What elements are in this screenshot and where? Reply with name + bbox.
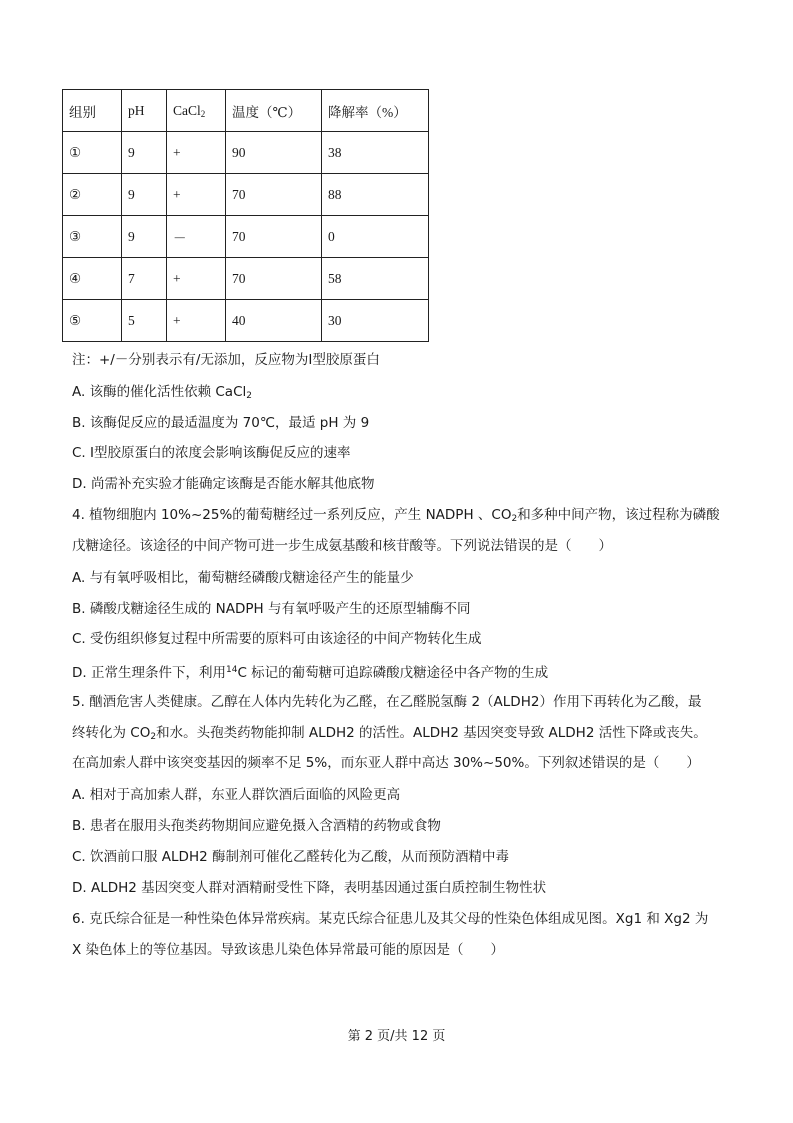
table-row	[63, 258, 429, 300]
cell-group: ③	[63, 216, 122, 258]
cell-degradation-rate: 38	[322, 132, 429, 174]
q4-option-b: B. 磷酸戊糖途径生成的 NADPH 与有氧呼吸产生的还原型辅酶不同	[72, 601, 471, 617]
q3-option-d: D. 尚需补充实验才能确定该酶是否能水解其他底物	[72, 476, 375, 492]
cell-group: ⑤	[63, 300, 122, 342]
q6-stem-line-2: X 染色体上的等位基因。导致该患儿染色体异常最可能的原因是（ ）	[72, 942, 505, 958]
q5-option-c: C. 饮酒前口服 ALDH2 酶制剂可催化乙醛转化为乙酸，从而预防酒精中毒	[72, 849, 509, 865]
q5-stem-line-2: 终转化为 $CO_2$和水。头孢类药物能抑制 ALDH2 的活性。ALDH2 基因突变导致 ALDH2 活性下降或丧失。	[72, 725, 707, 742]
q5-option-a: A. 相对于高加索人群，东亚人群饮酒后面临的风险更高	[72, 787, 401, 803]
cell-group: ①	[63, 132, 122, 174]
cell-group: ④	[63, 258, 122, 300]
table-row	[63, 174, 429, 216]
table-row	[63, 300, 429, 342]
cell-temperature: 40	[226, 300, 322, 342]
q4-option-c: C. 受伤组织修复过程中所需要的原料可由该途径的中间产物转化生成	[72, 631, 482, 647]
q6-stem-line-1: 6. 克氏综合征是一种性染色体异常疾病。某克氏综合征患儿及其父母的性染色体组成见图。Xg1 和 Xg2 为	[72, 911, 709, 927]
cell-degradation-rate: 30	[322, 300, 429, 342]
q4-stem-line-1: 4. 植物细胞内 10%~25%的葡萄糖经过一系列反应，产生 NADPH 、$CO_2$和多种中间产物，该过程称为磷酸	[72, 507, 720, 524]
q4-option-d: D. 正常生理条件下，利用$^{14}$C 标记的葡萄糖可追踪磷酸戊糖途径中各产物的生成	[72, 665, 549, 681]
q5-stem-line-1: 5. 酗酒危害人类健康。乙醇在人体内先转化为乙醛，在乙醛脱氢酶 2（ALDH2）作用下再转化为乙酸，最	[72, 694, 702, 710]
cell-degradation-rate: 58	[322, 258, 429, 300]
q3-option-a: A. 该酶的催化活性依赖 CaCl$_2$	[72, 384, 252, 401]
header-cacl2: CaCl$_2$	[167, 90, 226, 132]
header-ph: pH	[122, 90, 167, 132]
cell-ph: 9	[122, 216, 167, 258]
cell-temperature: 70	[226, 258, 322, 300]
cell-ph: 5	[122, 300, 167, 342]
cell-temperature: 90	[226, 132, 322, 174]
cell-cacl2: －	[167, 216, 226, 258]
q5-option-d: D. ALDH2 基因突变人群对酒精耐受性下降，表明基因通过蛋白质控制生物性状	[72, 880, 547, 896]
table-row	[63, 216, 429, 258]
cell-cacl2: +	[167, 174, 226, 216]
header-temperature: 温度（℃）	[226, 90, 322, 132]
cell-ph: 9	[122, 174, 167, 216]
cell-cacl2: +	[167, 258, 226, 300]
q3-option-c: C. Ⅰ型胶原蛋白的浓度会影响该酶促反应的速率	[72, 445, 351, 461]
cell-ph: 9	[122, 132, 167, 174]
experiment-table	[62, 89, 429, 342]
page-footer: 第 2 页/共 12 页	[347, 1029, 446, 1044]
cell-cacl2: +	[167, 132, 226, 174]
cell-cacl2: +	[167, 300, 226, 342]
cell-temperature: 70	[226, 174, 322, 216]
q5-option-b: B. 患者在服用头孢类药物期间应避免摄入含酒精的药物或食物	[72, 818, 441, 834]
cell-group: ②	[63, 174, 122, 216]
cell-ph: 7	[122, 258, 167, 300]
q3-option-b: B. 该酶促反应的最适温度为 70℃，最适 pH 为 9	[72, 415, 370, 431]
table-header-row	[63, 90, 429, 132]
table-row	[63, 132, 429, 174]
cell-degradation-rate: 0	[322, 216, 429, 258]
q4-option-a: A. 与有氧呼吸相比，葡萄糖经磷酸戊糖途径产生的能量少	[72, 570, 414, 586]
table-note: 注：+/－分别表示有/无添加，反应物为Ⅰ型胶原蛋白	[72, 352, 380, 368]
cell-degradation-rate: 88	[322, 174, 429, 216]
q5-stem-line-3: 在高加索人群中该突变基因的频率不足 5%，而东亚人群中高达 30%~50%。下列叙述错误的是（ ）	[72, 755, 700, 771]
cell-temperature: 70	[226, 216, 322, 258]
header-group: 组别	[63, 90, 122, 132]
q4-stem-line-2: 戊糖途径。该途径的中间产物可进一步生成氨基酸和核苷酸等。下列说法错误的是（ ）	[72, 538, 612, 554]
header-degradation-rate: 降解率（%）	[322, 90, 429, 132]
